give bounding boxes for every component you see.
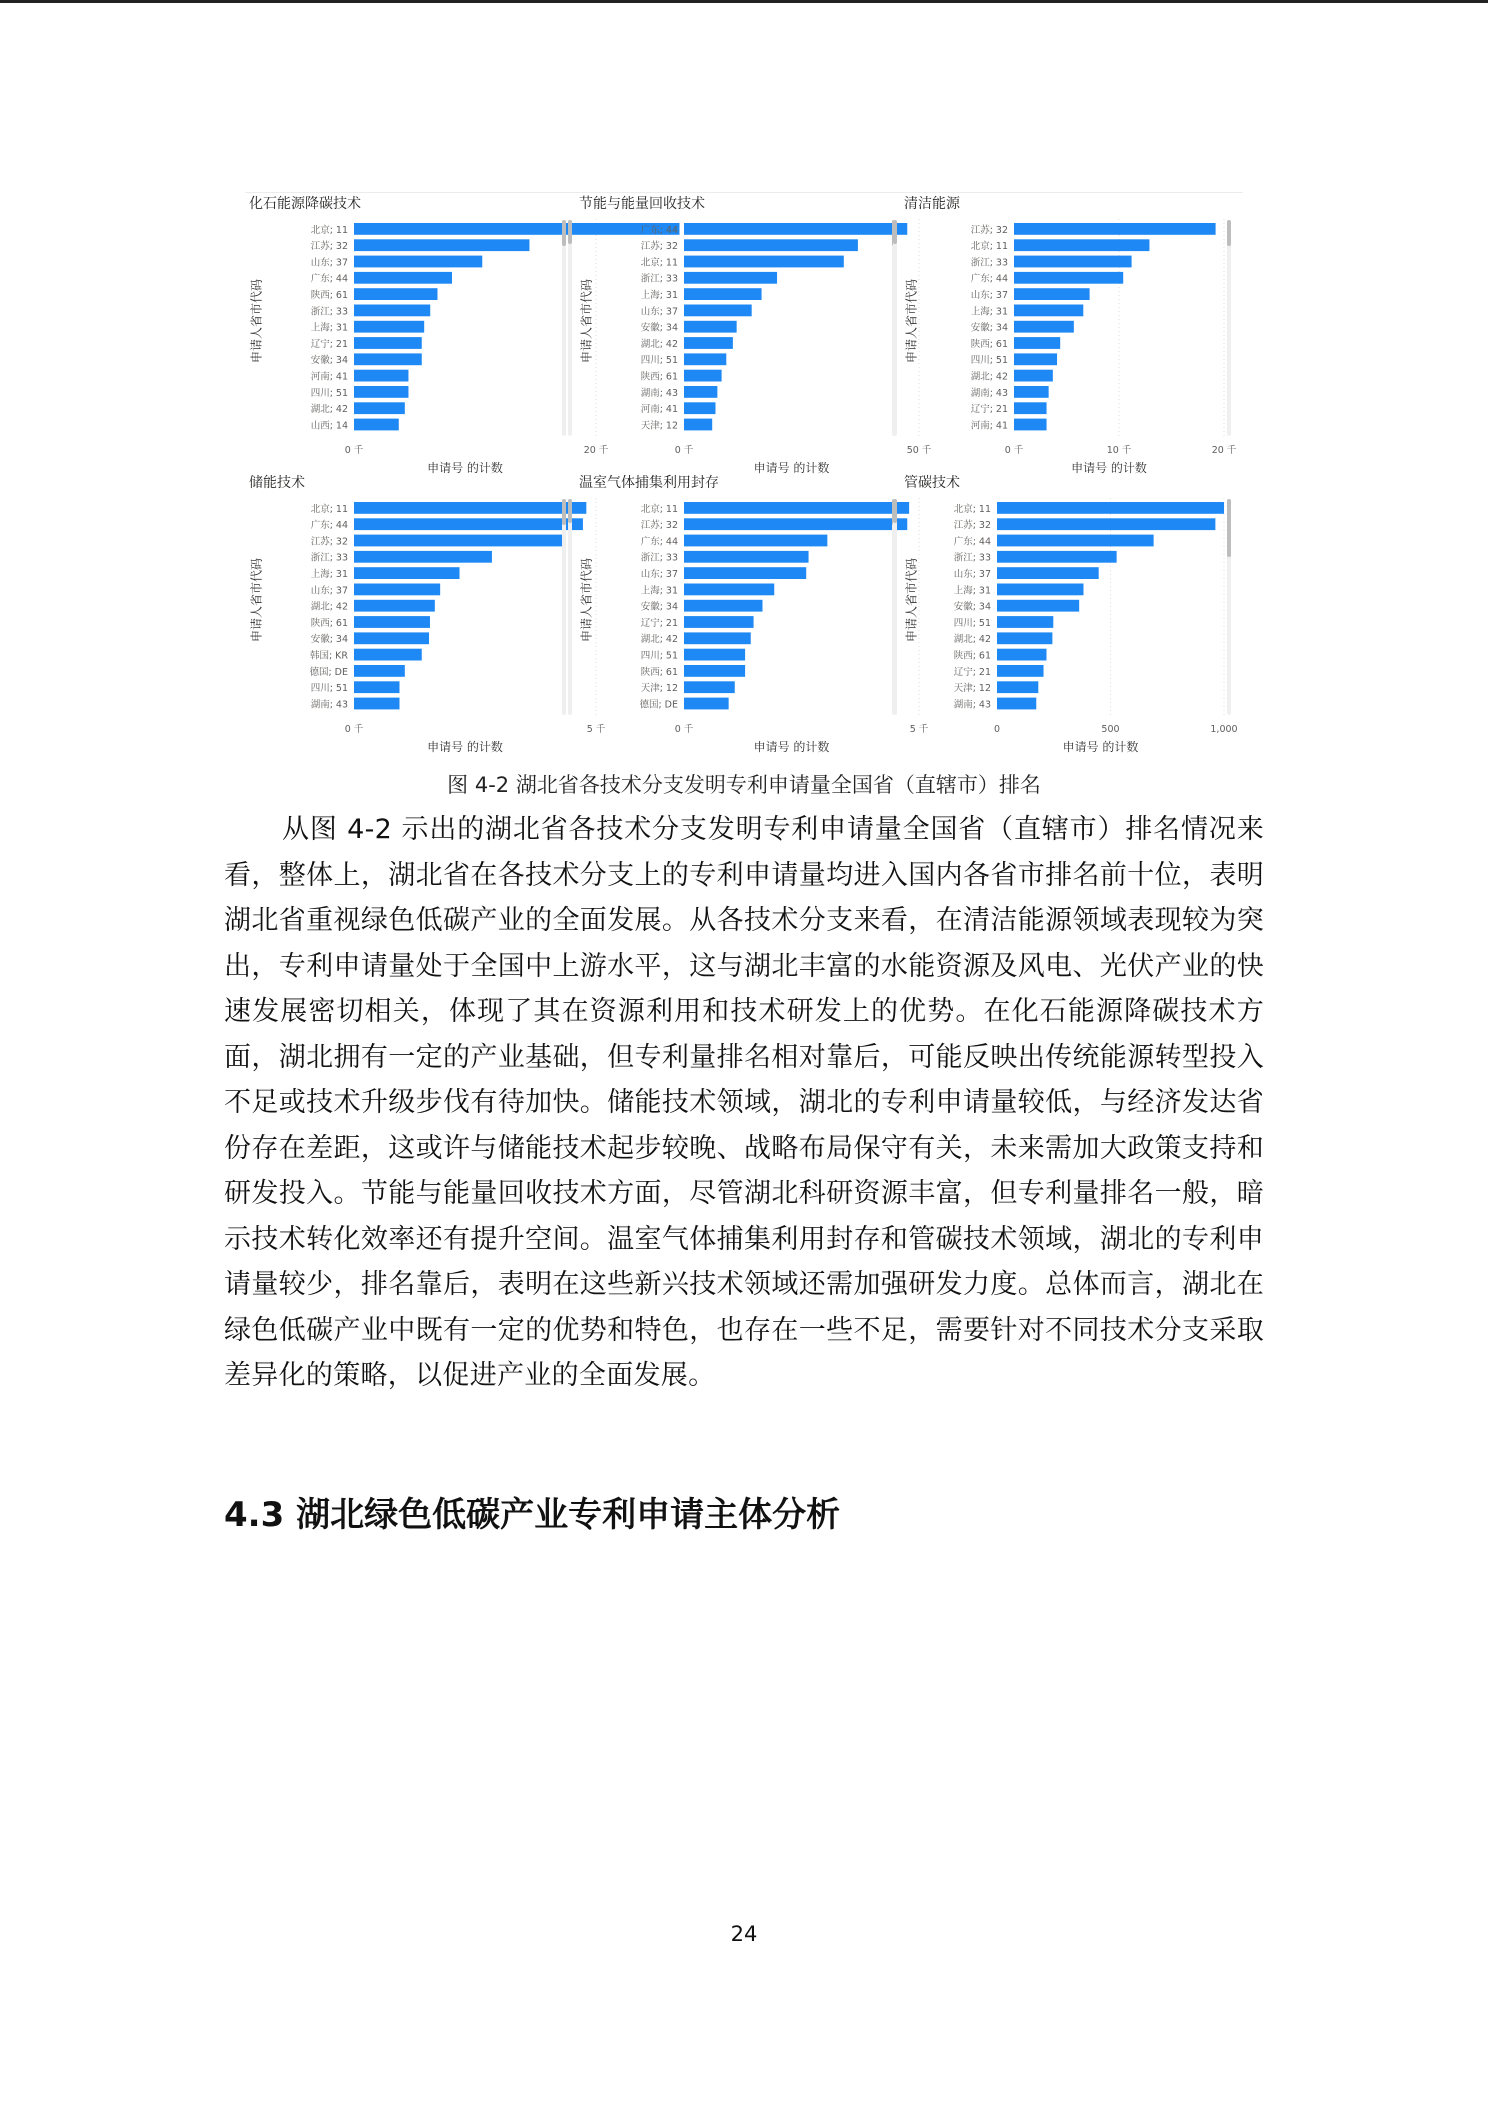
category-label: 河南; 41	[641, 403, 678, 415]
left-scrollbar-track[interactable]	[893, 220, 897, 436]
bar	[684, 353, 726, 365]
x-tick-label: 0 千	[1005, 445, 1024, 456]
chart-plot	[575, 193, 915, 463]
chart-title: 节能与能量回收技术	[579, 193, 705, 213]
bar	[684, 535, 827, 547]
chart-title: 储能技术	[249, 472, 305, 492]
category-label: 浙江; 33	[311, 552, 348, 564]
bar	[684, 567, 806, 579]
bar	[684, 649, 745, 661]
category-label: 德国; DE	[309, 666, 348, 678]
bar	[354, 288, 437, 300]
category-label: 湖南; 43	[971, 387, 1008, 399]
bar	[684, 419, 712, 431]
bar	[1014, 256, 1132, 268]
bar-chart-2	[575, 193, 900, 468]
bar	[354, 321, 424, 333]
bar	[684, 272, 777, 284]
y-axis-label: 申请人省市代码	[903, 558, 920, 642]
y-axis-label: 申请人省市代码	[578, 279, 595, 363]
bar	[684, 502, 909, 514]
bar	[354, 584, 440, 596]
x-axis-label: 申请号 的计数	[1063, 738, 1139, 755]
bar	[997, 632, 1052, 644]
scrollbar-track[interactable]	[1227, 220, 1231, 436]
category-label: 山东; 37	[954, 568, 991, 580]
chart-title: 管碳技术	[904, 472, 960, 492]
x-axis-label: 申请号 的计数	[754, 738, 830, 755]
category-label: 天津; 12	[954, 682, 991, 694]
x-tick-label: 10 千	[1107, 445, 1132, 456]
page-number: 24	[0, 1922, 1488, 1946]
left-scrollbar-thumb[interactable]	[568, 499, 572, 523]
category-label: 广东; 44	[311, 273, 348, 285]
bar	[1014, 419, 1047, 431]
bar	[684, 305, 752, 317]
category-label: 江苏; 32	[641, 240, 678, 252]
category-label: 安徽; 34	[954, 601, 991, 613]
category-label: 安徽; 34	[311, 354, 348, 366]
category-label: 安徽; 34	[311, 633, 348, 645]
x-axis-label: 申请号 的计数	[427, 738, 503, 755]
bar-chart-4	[245, 472, 570, 747]
category-label: 广东; 44	[954, 535, 991, 547]
y-axis-label: 申请人省市代码	[248, 558, 265, 642]
bar	[1014, 402, 1047, 414]
bar	[684, 223, 907, 235]
bar	[1014, 223, 1216, 235]
category-label: 浙江; 33	[311, 305, 348, 317]
bar	[684, 698, 729, 710]
category-label: 上海; 31	[311, 322, 348, 334]
bar	[354, 567, 460, 579]
category-label: 四川; 51	[311, 683, 348, 694]
page-top-border	[0, 0, 1488, 3]
category-label: 辽宁; 21	[971, 403, 1008, 415]
bar	[997, 665, 1044, 677]
category-label: 辽宁; 21	[641, 617, 678, 629]
category-label: 安徽; 34	[641, 322, 678, 334]
bar	[1014, 370, 1053, 382]
x-tick-label: 50 千	[907, 445, 932, 456]
category-label: 北京; 11	[311, 224, 348, 236]
scrollbar-track[interactable]	[562, 220, 566, 436]
category-label: 天津; 12	[641, 419, 678, 431]
category-label: 湖南; 43	[311, 698, 348, 710]
bar	[354, 600, 435, 612]
bar	[997, 518, 1215, 530]
category-label: 湖北; 42	[641, 338, 678, 350]
bar	[354, 649, 422, 661]
bar	[684, 632, 751, 644]
category-label: 浙江; 33	[641, 273, 678, 285]
scrollbar-thumb[interactable]	[1227, 220, 1231, 246]
category-label: 陕西; 61	[641, 371, 678, 383]
bar	[354, 239, 529, 251]
category-label: 四川; 51	[641, 651, 678, 662]
category-label: 德国; DE	[639, 698, 678, 710]
category-label: 四川; 51	[954, 618, 991, 629]
body-paragraph: 从图 4-2 示出的湖北省各技术分支发明专利申请量全国省（直辖市）排名情况来看，整体上，湖北省在各技术分支上的专利申请量均进入国内各省市排名前十位，表明湖北省重视绿色低碳产业的全面发展。从各技术分支来看，在清洁能源领域表现较为突出，专利申请量处于全国中上游水平，这与湖北丰富的水能资源及风电、光伏产业的快速发展密切相关，体现了其在资源利用和技术研发上的优势。在化石能源降碳技术方面，湖北拥有一定的产业基础，但专利量排名相对靠后，可能反映出传统能源转型投入不足或技术升级步伐有待加快。储能技术领域，湖北的专利申请量较低，与经济发达省份存在差距，这或许与储能技术起步较晚、战略布局保守有关，未来需加大政策支持和研发投入。节能与能量回收技术方面，尽管湖北科研资源丰富，但专利量排名一般，暗示技术转化效率还有提升空间。温室气体捕集利用封存和管碳技术领域，湖北的专利申请量较少，排名靠后，表明在这些新兴技术领域还需加强研发力度。总体而言，湖北在绿色低碳产业中既有一定的优势和特色，也存在一些不足，需要针对不同技术分支采取差异化的策略，以促进产业的全面发展。	[224, 807, 1264, 1399]
bar	[997, 584, 1083, 596]
bar	[354, 698, 399, 710]
bar	[1014, 337, 1060, 349]
bar	[354, 518, 583, 530]
left-scrollbar-thumb[interactable]	[893, 220, 897, 244]
x-tick-label: 0 千	[345, 445, 364, 456]
category-label: 四川; 51	[641, 355, 678, 366]
bar	[684, 665, 745, 677]
category-label: 山东; 37	[311, 584, 348, 596]
category-label: 江苏; 32	[311, 240, 348, 252]
category-label: 陕西; 61	[971, 338, 1008, 350]
chart-plot	[900, 472, 1240, 742]
category-label: 湖南; 43	[641, 387, 678, 399]
bar	[997, 551, 1117, 563]
scrollbar-track[interactable]	[562, 499, 566, 715]
section-heading: 4.3 湖北绿色低碳产业专利申请主体分析	[224, 1487, 840, 1536]
category-label: 辽宁; 21	[954, 666, 991, 678]
chart-plot	[575, 472, 915, 742]
bar	[1014, 386, 1049, 398]
category-label: 上海; 31	[641, 584, 678, 596]
chart-plot	[245, 193, 585, 463]
chart-title: 清洁能源	[904, 193, 960, 213]
x-tick-label: 0	[994, 724, 1000, 735]
category-label: 北京; 11	[311, 503, 348, 515]
category-label: 北京; 11	[971, 240, 1008, 252]
bar	[997, 681, 1038, 693]
category-label: 天津; 12	[641, 682, 678, 694]
x-tick-label: 0 千	[345, 724, 364, 735]
category-label: 湖北; 42	[641, 633, 678, 645]
category-label: 广东; 44	[971, 273, 1008, 285]
bar	[997, 616, 1053, 628]
category-label: 上海; 31	[641, 289, 678, 301]
category-label: 河南; 41	[971, 419, 1008, 431]
category-label: 安徽; 34	[641, 601, 678, 613]
bar	[997, 567, 1099, 579]
bar	[354, 272, 452, 284]
bar	[684, 681, 735, 693]
category-label: 江苏; 32	[971, 224, 1008, 236]
category-label: 陕西; 61	[954, 650, 991, 662]
category-label: 河南; 41	[311, 371, 348, 383]
y-axis-label: 申请人省市代码	[578, 558, 595, 642]
category-label: 湖北; 42	[311, 601, 348, 613]
bar	[354, 551, 492, 563]
category-label: 山东; 37	[971, 289, 1008, 301]
x-axis-label: 申请号 的计数	[754, 459, 830, 476]
category-label: 韩国; KR	[310, 650, 348, 662]
category-label: 上海; 31	[954, 584, 991, 596]
category-label: 湖北; 42	[954, 633, 991, 645]
category-label: 浙江; 33	[641, 552, 678, 564]
x-tick-label: 0 千	[675, 445, 694, 456]
category-label: 安徽; 34	[971, 322, 1008, 334]
bar	[684, 600, 762, 612]
bar-chart-3	[900, 193, 1240, 468]
category-label: 陕西; 61	[311, 617, 348, 629]
category-label: 陕西; 61	[311, 289, 348, 301]
bar	[684, 551, 809, 563]
chart-title: 温室气体捕集利用封存	[579, 472, 719, 492]
x-tick-label: 5 千	[910, 724, 929, 735]
x-tick-label: 500	[1101, 724, 1119, 735]
bar	[684, 584, 774, 596]
category-label: 广东; 44	[311, 519, 348, 531]
category-label: 山东; 37	[641, 568, 678, 580]
scrollbar-thumb[interactable]	[1227, 499, 1231, 557]
category-label: 四川; 51	[311, 388, 348, 399]
chart-plot	[245, 472, 585, 742]
left-scrollbar-track[interactable]	[893, 499, 897, 715]
y-axis-label: 申请人省市代码	[903, 279, 920, 363]
bar	[684, 288, 762, 300]
left-scrollbar-thumb[interactable]	[568, 220, 572, 244]
figure-caption: 图 4-2 湖北省各技术分支发明专利申请量全国省（直辖市）排名	[0, 769, 1488, 799]
bar	[354, 305, 430, 317]
bar	[684, 616, 754, 628]
bar	[997, 698, 1036, 710]
chart-plot	[900, 193, 1240, 463]
category-label: 辽宁; 21	[311, 338, 348, 350]
bar	[1014, 239, 1149, 251]
bar-chart-5	[575, 472, 900, 747]
bar	[684, 321, 737, 333]
bar	[997, 535, 1154, 547]
bar	[684, 518, 907, 530]
category-label: 湖南; 43	[954, 698, 991, 710]
bar	[354, 337, 422, 349]
category-label: 山东; 37	[311, 256, 348, 268]
bar	[1014, 321, 1074, 333]
bar	[354, 370, 408, 382]
bar	[354, 386, 408, 398]
category-label: 北京; 11	[954, 503, 991, 515]
x-tick-label: 20 千	[584, 445, 609, 456]
x-tick-label: 0 千	[675, 724, 694, 735]
bar	[684, 402, 715, 414]
bar	[1014, 272, 1123, 284]
category-label: 湖北; 42	[311, 403, 348, 415]
category-label: 江苏; 32	[954, 519, 991, 531]
x-tick-label: 1,000	[1210, 724, 1237, 735]
x-tick-label: 5 千	[587, 724, 606, 735]
category-label: 江苏; 32	[311, 535, 348, 547]
bar	[684, 239, 858, 251]
bar	[354, 616, 430, 628]
bar	[354, 502, 586, 514]
category-label: 上海; 31	[311, 568, 348, 580]
category-label: 山东; 37	[641, 305, 678, 317]
y-axis-label: 申请人省市代码	[248, 279, 265, 363]
chart-title: 化石能源降碳技术	[249, 193, 361, 213]
category-label: 浙江; 33	[971, 256, 1008, 268]
bar	[997, 502, 1224, 514]
bar-chart-6	[900, 472, 1240, 747]
bar	[684, 256, 844, 268]
category-label: 江苏; 32	[641, 519, 678, 531]
bar	[354, 256, 482, 268]
category-label: 广东; 44	[641, 224, 678, 236]
bar	[1014, 305, 1083, 317]
bar	[354, 681, 399, 693]
bar	[684, 337, 733, 349]
scrollbar-thumb[interactable]	[562, 220, 566, 246]
category-label: 湖北; 42	[971, 371, 1008, 383]
x-tick-label: 20 千	[1212, 445, 1237, 456]
category-label: 北京; 11	[641, 256, 678, 268]
left-scrollbar-thumb[interactable]	[893, 499, 897, 523]
category-label: 陕西; 61	[641, 666, 678, 678]
category-label: 浙江; 33	[954, 552, 991, 564]
left-scrollbar-track[interactable]	[568, 220, 572, 436]
bar-chart-1	[245, 193, 570, 468]
bar	[354, 419, 399, 431]
scrollbar-thumb[interactable]	[562, 499, 566, 525]
x-axis-label: 申请号 的计数	[427, 459, 503, 476]
x-axis-label: 申请号 的计数	[1071, 459, 1147, 476]
bar	[354, 353, 422, 365]
bar	[1014, 288, 1090, 300]
left-scrollbar-track[interactable]	[568, 499, 572, 715]
bar	[354, 535, 562, 547]
bar	[1014, 353, 1057, 365]
bar	[684, 370, 722, 382]
bar	[997, 600, 1079, 612]
bar	[997, 649, 1046, 661]
category-label: 上海; 31	[971, 305, 1008, 317]
category-label: 北京; 11	[641, 503, 678, 515]
bar	[684, 386, 717, 398]
bar	[354, 402, 405, 414]
bar	[354, 665, 405, 677]
category-label: 山西; 14	[311, 419, 348, 431]
category-label: 广东; 44	[641, 535, 678, 547]
bar	[354, 632, 429, 644]
category-label: 四川; 51	[971, 355, 1008, 366]
